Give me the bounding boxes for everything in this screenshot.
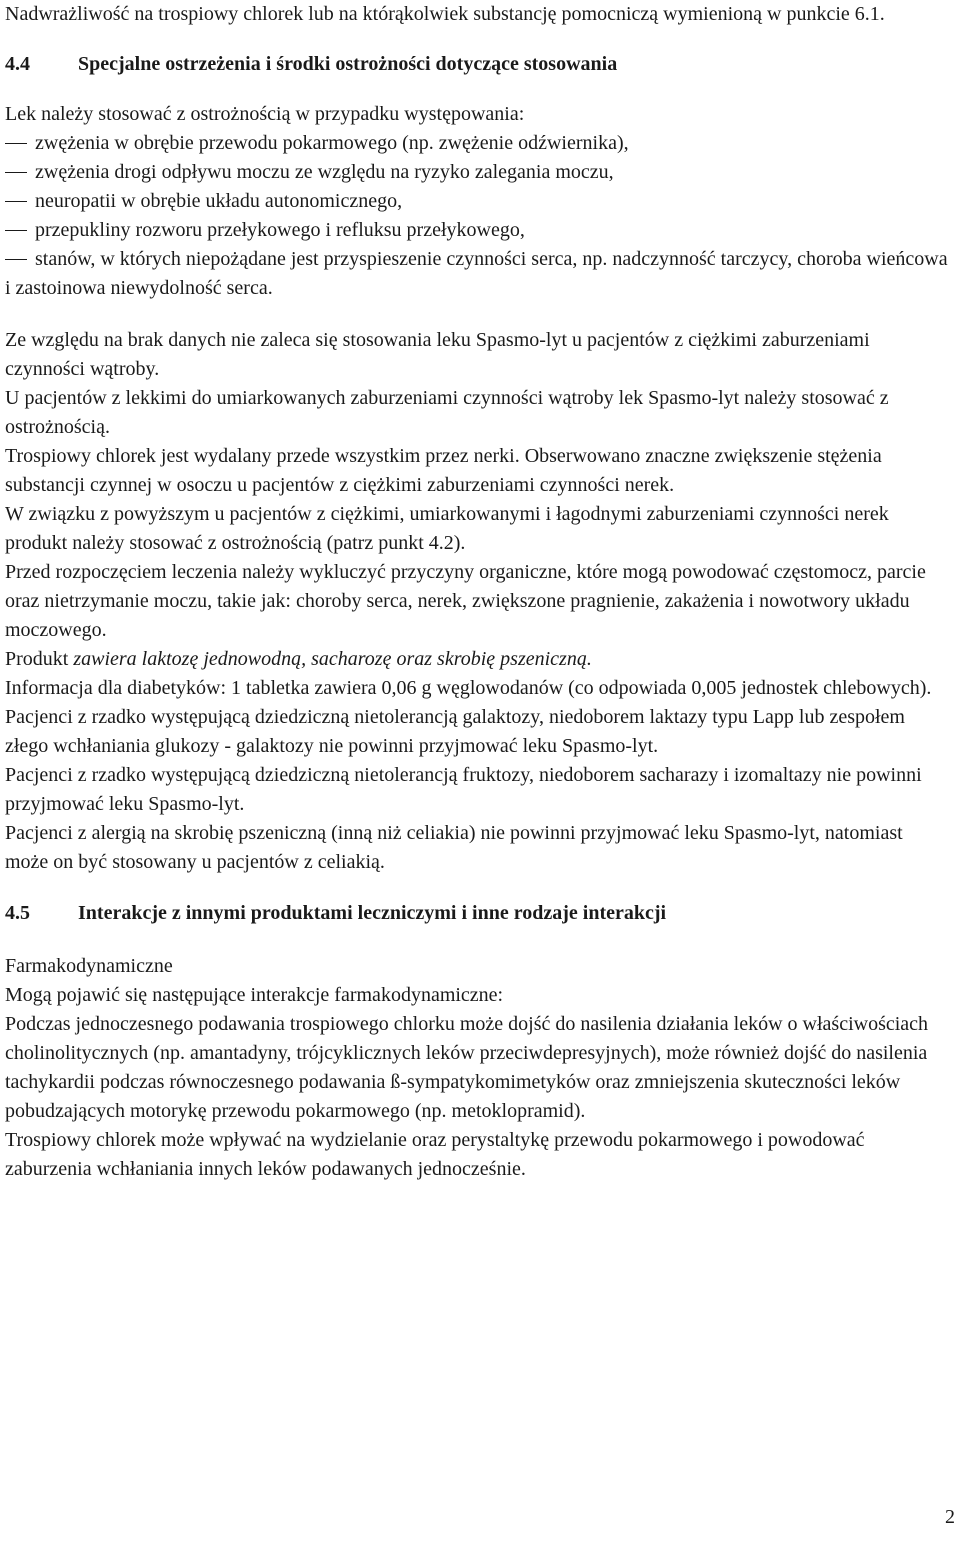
body-paragraph: Przed rozpoczęciem leczenia należy wykluczyć przyczyny organiczne, które mogą powodować częstomocz, parcie oraz nietrzymanie moczu, takie jak: choroby serca, nerek, zwiększone pragnienie, zakażenia i nowotwory układu moczowego. xyxy=(5,561,926,641)
section-title: Interakcje z innymi produktami leczniczymi i inne rodzaje interakcji xyxy=(78,902,667,924)
dash-bullet-icon xyxy=(5,216,35,245)
dash-list-item: neuropatii w obrębie układu autonomicznego, xyxy=(5,187,950,216)
body-paragraph: Trospiowy chlorek jest wydalany przede wszystkim przez nerki. Obserwowano znaczne zwiększenie stężenia substancji czynnej w osoczu u pacjentów z ciężkimi zaburzeniami czynności nerek. xyxy=(5,445,882,496)
section-heading-4-5 xyxy=(5,899,950,928)
subheading: Farmakodynamiczne xyxy=(5,955,173,977)
lactose-paragraph: Produkt zawiera laktozę jednowodną, sacharozę oraz skrobię pszeniczną. xyxy=(5,648,592,670)
body-paragraph: Pacjenci z alergią na skrobię pszeniczną (inną niż celiakia) nie powinni przyjmować leku Spasmo-lyt, natomiast może on być stosowany u pacjentów z celiakią. xyxy=(5,822,903,873)
dash-list-item-long: stanów, w których niepożądane jest przyspieszenie czynności serca, np. nadczynność tarczycy, choroba wieńcowa i zastoinowa niewydolność serca. xyxy=(5,248,948,299)
section-number: 4.4 xyxy=(5,53,30,75)
dash-list-item: zwężenia w obrębie przewodu pokarmowego (np. zwężenie odźwiernika), xyxy=(5,129,950,158)
body-paragraph: Ze względu na brak danych nie zaleca się stosowania leku Spasmo-lyt u pacjentów z ciężkimi zaburzeniami czynności wątroby. xyxy=(5,329,870,380)
document-page xyxy=(5,0,950,1184)
dash-list-item: zwężenia drogi odpływu moczu ze względu na ryzyko zalegania moczu, xyxy=(5,158,950,187)
body-paragraph: U pacjentów z lekkimi do umiarkowanych zaburzeniami czynności wątroby lek Spasmo-lyt należy stosować z ostrożnością. xyxy=(5,387,889,438)
body-paragraph: Pacjenci z rzadko występującą dziedziczną nietolerancją fruktozy, niedoborem sacharazy i izomaltazy nie powinni przyjmować leku Spasmo-lyt. xyxy=(5,764,922,815)
body-paragraph: Informacja dla diabetyków: 1 tabletka zawiera 0,06 g węglowodanów (co odpowiada 0,005 jednostek chlebowych). xyxy=(5,677,932,699)
page-number: 2 xyxy=(945,1506,955,1528)
dash-bullet-icon xyxy=(5,187,35,216)
intro-paragraph: Nadwrażliwość na trospiowy chlorek lub na którąkolwiek substancję pomocniczą wymienioną w punkcie 6.1. xyxy=(5,3,885,25)
body-paragraph: Pacjenci z rzadko występującą dziedziczną nietolerancją galaktozy, niedoborem laktazy typu Lapp lub zespołem złego wchłaniania glukozy - galaktozy nie powinni przyjmować leku Spasmo-lyt. xyxy=(5,706,905,757)
section-heading-4-4 xyxy=(5,50,950,79)
dash-bullet-icon xyxy=(5,129,35,158)
dash-list-item: przepukliny rozworu przełykowego i refluksu przełykowego, xyxy=(5,216,950,245)
section-lead: Mogą pojawić się następujące interakcje farmakodynamiczne: xyxy=(5,984,504,1006)
dash-bullet-icon xyxy=(5,260,35,261)
section-number: 4.5 xyxy=(5,902,30,924)
section-title: Specjalne ostrzeżenia i środki ostrożności dotyczące stosowania xyxy=(78,53,618,75)
body-paragraph: Trospiowy chlorek może wpływać na wydzielanie oraz perystaltykę przewodu pokarmowego i powodować zaburzenia wchłaniania innych leków podawanych jednocześnie. xyxy=(5,1129,865,1180)
dash-bullet-icon xyxy=(5,158,35,187)
body-paragraph: W związku z powyższym u pacjentów z ciężkimi, umiarkowanymi i łagodnymi zaburzeniami czynności nerek produkt należy stosować z ostrożnością (patrz punkt 4.2). xyxy=(5,503,889,554)
body-paragraph: Podczas jednoczesnego podawania trospiowego chlorku może dojść do nasilenia działania leków o właściwościach cholinolitycznych (np. amantadyny, trójcyklicznych leków przeciwdepresyjnych), może również dojść do nasilenia tachykardii podczas równoczesnego podawania ß-sympatykomimetyków oraz zmniejszenia skuteczności leków pobudzających motorykę przewodu pokarmowego (np. metoklopramid). xyxy=(5,1013,929,1122)
section-lead: Lek należy stosować z ostrożnością w przypadku występowania: xyxy=(5,103,525,125)
